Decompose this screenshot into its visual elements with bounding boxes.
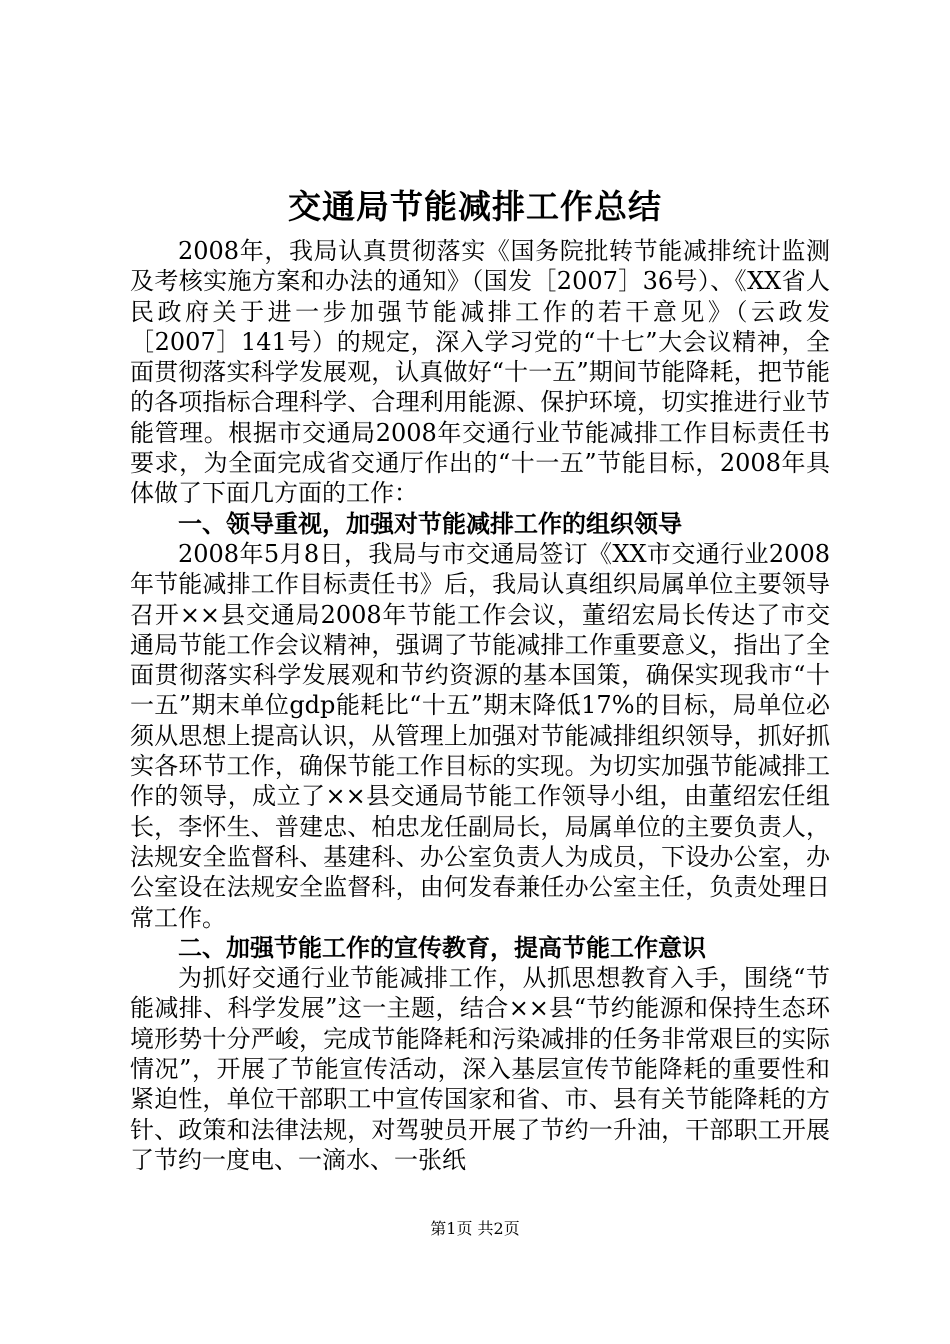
section-heading-2: 二、加强节能工作的宣传教育，提高节能工作意识: [178, 932, 706, 962]
page-number-footer: 第1页 共2页: [430, 1219, 520, 1238]
section-1-paragraph: 2008年5月8日，我局与市交通局签订《XX市交通行业2008年节能减排工作目标责任书》后，我局认真组织局属单位主要领导召开××县交通局2008年节能工作会议，董绍宏局长传达了市交通局节能工作会议精神，强调了节能减排工作重要意义，指出了全面贯彻落实科学发展观和节约资源的基本国策，确保实现我市“十一五”期末单位gdp能耗比“十五”期末降低17%的目标，局单位必须从思想上提高认识，从管理上加强对节能减排组织领导，抓好抓实各环节工作，确保节能工作目标的实现。为切实加强节能减排工作的领导，成立了××县交通局节能工作领导小组，由董绍宏任组长，李怀生、普建忠、柏忠龙任副局长，局属单位的主要负责人，法规安全监督科、基建科、办公室负责人为成员，下设办公室，办公室设在法规安全监督科，由何发春兼任办公室主任，负责处理日常工作。: [130, 539, 830, 932]
section-2-paragraph: 为抓好交通行业节能减排工作，从抓思想教育入手，围绕“节能减排、科学发展”这一主题，结合××县“节约能源和保持生态环境形势十分严峻，完成节能降耗和污染减排的任务非常艰巨的实际情况”，开展了节能宣传活动，深入基层宣传节能降耗的重要性和紧迫性，单位干部职工中宣传国家和省、市、县有关节能降耗的方针、政策和法律法规，对驾驶员开展了节约一升油，干部职工开展了节约一度电、一滴水、一张纸: [130, 964, 830, 1174]
document-body: [130, 236, 830, 1175]
section-heading-1: 一、领导重视，加强对节能减排工作的组织领导: [178, 508, 682, 538]
document-title: 交通局节能减排工作总结: [288, 187, 662, 226]
intro-paragraph: 2008年，我局认真贯彻落实《国务院批转节能减排统计监测及考核实施方案和办法的通知》（国发［2007］36号）、《XX省人民政府关于进一步加强节能减排工作的若干意见》（云政发［2007］141号）的规定，深入学习党的“十七”大会议精神，全面贯彻落实科学发展观，认真做好“十一五”期间节能降耗，把节能的各项指标合理科学、合理利用能源、保护环境，切实推进行业节能管理。根据市交通局2008年交通行业节能减排工作目标责任书要求，为全面完成省交通厅作出的“十一五”节能目标，2008年具体做了下面几方面的工作：: [130, 237, 830, 508]
